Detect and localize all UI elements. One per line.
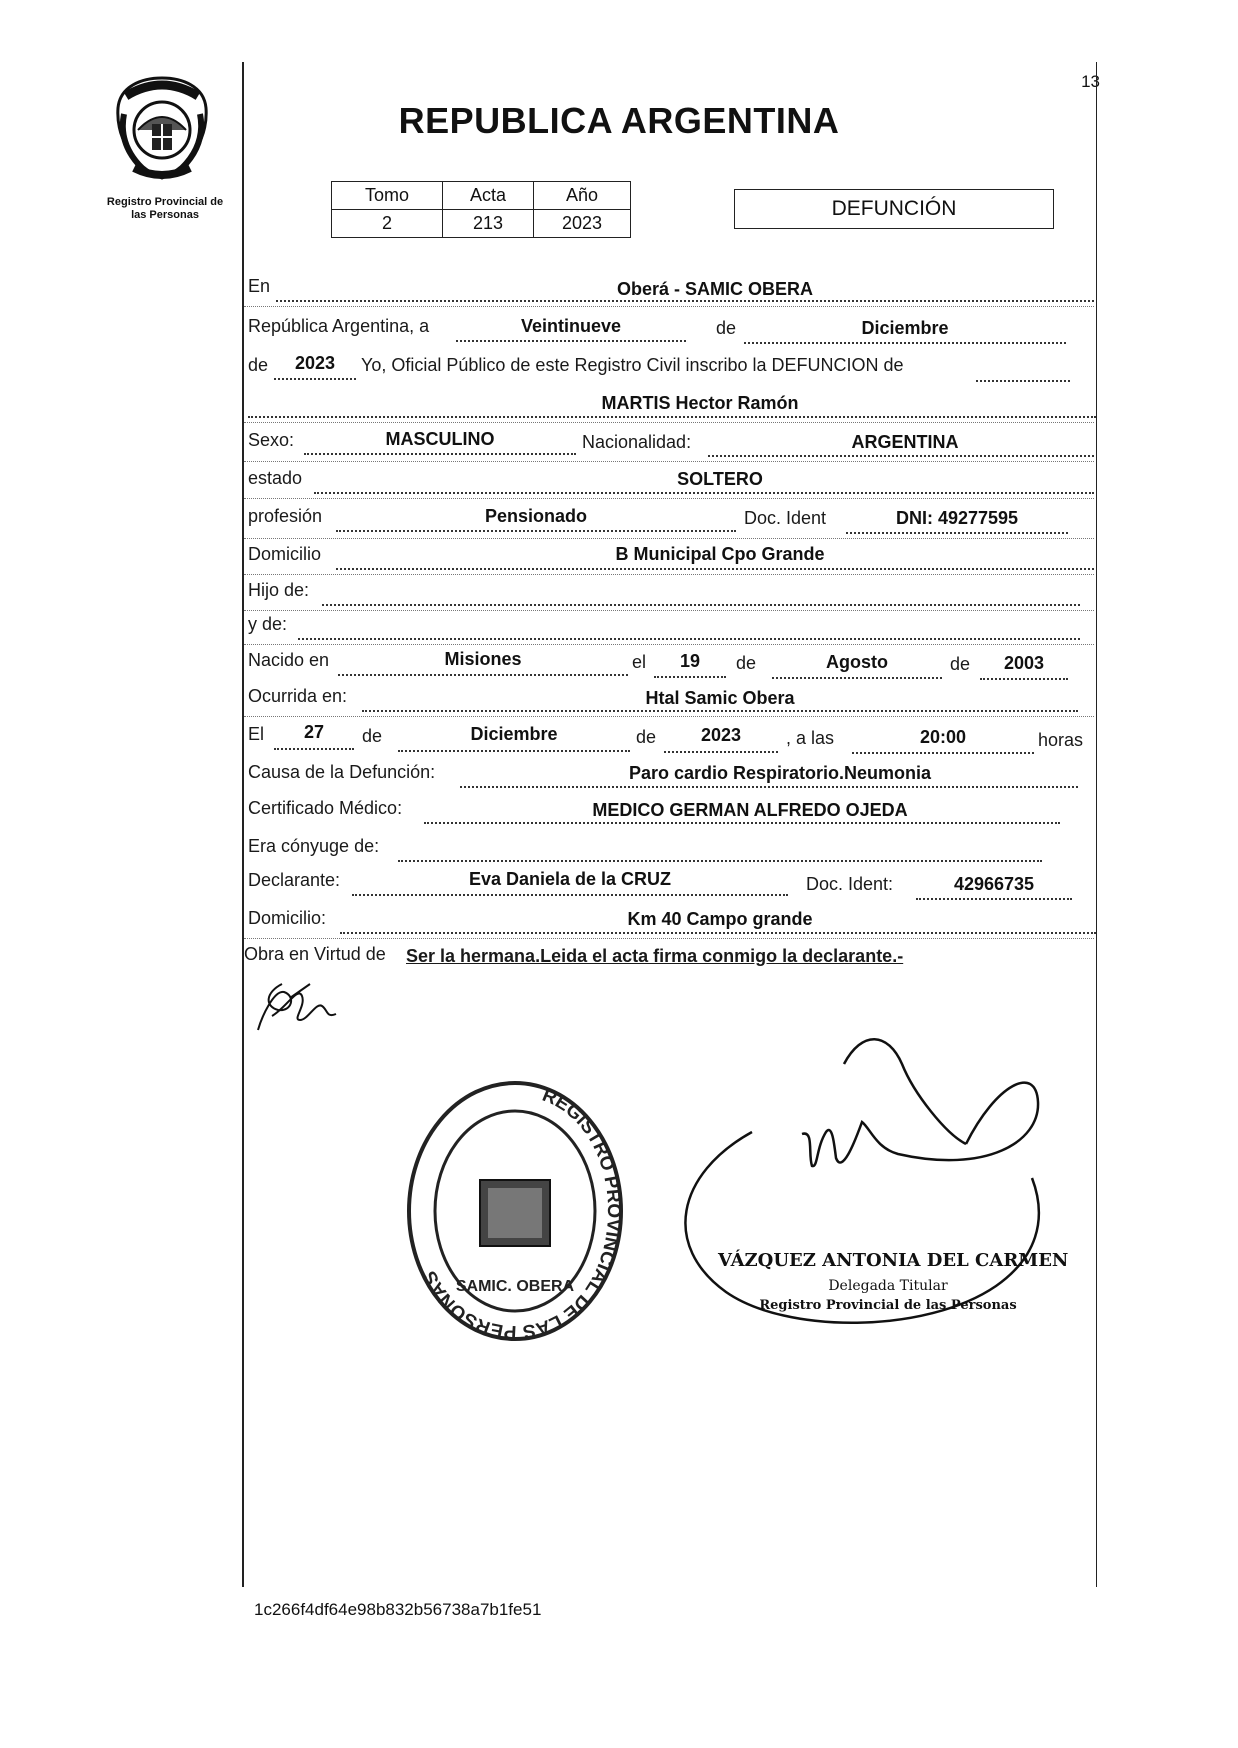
declarant-signature-icon	[252, 976, 342, 1043]
year-value: 2023	[294, 353, 336, 373]
ocurrida-value: Htal Samic Obera	[645, 688, 795, 708]
row-divider	[244, 422, 1094, 423]
row-divider	[244, 461, 1094, 462]
stamp-inner-text: SAMIC. OBERA	[455, 1278, 575, 1295]
page-number: 13	[1081, 72, 1100, 91]
obra-value: Ser la hermana.Leida el acta firma conmigo la declarante.-	[406, 946, 904, 966]
nacido-label: Nacido en	[248, 650, 330, 670]
doc2-dots	[916, 898, 1072, 900]
row-divider	[244, 610, 1094, 611]
document-hash: 1c266f4df64e98b832b56738a7b1fe51	[254, 1600, 542, 1619]
ocurrida-label: Ocurrida en:	[248, 686, 348, 706]
estado-dots	[314, 492, 1094, 494]
sexo-value: MASCULINO	[385, 429, 495, 449]
death-month-dots	[398, 750, 630, 752]
day-dots	[456, 340, 686, 342]
obra-label: Obra en Virtud de	[244, 944, 386, 964]
en-label: En	[248, 276, 271, 296]
official-dots	[976, 380, 1070, 382]
de-label: de	[716, 318, 737, 338]
y-de-dots	[298, 638, 1080, 640]
death-month-value: Diciembre	[470, 724, 558, 744]
day-words-value: Veintinueve	[520, 316, 622, 336]
birth-month-dots	[772, 677, 942, 679]
hijo-label: Hijo de:	[248, 580, 310, 600]
right-margin-line	[1096, 62, 1097, 1587]
de3-label: de	[736, 653, 757, 673]
el2-label: El	[248, 724, 265, 744]
nacionalidad-label: Nacionalidad:	[582, 432, 692, 452]
row-divider	[244, 498, 1094, 499]
doc-value: DNI: 49277595	[895, 508, 1019, 528]
row-divider	[244, 938, 1094, 939]
conyuge-dots	[398, 860, 1042, 862]
nacido-dots	[338, 674, 628, 676]
profesion-value: Pensionado	[484, 506, 587, 526]
birth-day-value: 19	[679, 651, 701, 671]
row-divider	[244, 716, 1094, 717]
acta-value: 213	[443, 210, 534, 238]
sexo-label: Sexo:	[248, 430, 295, 450]
causa-label: Causa de la Defunción:	[248, 762, 436, 782]
conyuge-label: Era cónyuge de:	[248, 836, 380, 856]
registry-caption-line1: Registro Provincial de	[106, 196, 224, 208]
ocurrida-dots	[362, 710, 1078, 712]
death-time-value: 20:00	[919, 727, 967, 747]
document-type-box: DEFUNCIÓN	[734, 189, 1054, 229]
el-label: el	[632, 652, 647, 672]
death-time-dots	[852, 752, 1034, 754]
row-divider	[244, 538, 1094, 539]
de6-label: de	[636, 727, 657, 747]
a-las-label: , a las	[786, 728, 835, 748]
domicilio2-value: Km 40 Campo grande	[627, 909, 813, 929]
de4-label: de	[950, 654, 971, 674]
estado-label: estado	[248, 468, 303, 488]
deceased-name-value: MARTIS Hector Ramón	[601, 393, 799, 413]
profesion-label: profesión	[248, 506, 323, 526]
birth-year-dots	[980, 678, 1068, 680]
register-table	[331, 181, 631, 238]
y-de-label: y de:	[248, 614, 288, 634]
official-stamp	[402, 1076, 628, 1351]
hijo-dots	[322, 604, 1080, 606]
tomo-value: 2	[332, 210, 443, 238]
row-divider	[244, 644, 1094, 645]
doc2-label: Doc. Ident:	[806, 874, 894, 894]
month-value: Diciembre	[861, 318, 949, 338]
death-year-value: 2023	[700, 725, 742, 745]
de2-label: de	[248, 355, 269, 375]
domicilio2-label: Domicilio:	[248, 908, 327, 928]
birth-month-value: Agosto	[826, 652, 888, 672]
year-dots	[274, 378, 356, 380]
birth-year-value: 2003	[1003, 653, 1045, 673]
nacionalidad-dots	[708, 455, 1094, 457]
signature-role: Delegada Titular	[828, 1278, 948, 1294]
row-divider	[244, 306, 1094, 307]
tomo-label: Tomo	[332, 182, 443, 210]
registry-caption	[85, 196, 245, 222]
doc2-value: 42966735	[953, 874, 1035, 894]
profesion-dots	[336, 530, 736, 532]
domicilio2-dots	[340, 932, 1096, 934]
causa-dots	[460, 786, 1078, 788]
domicilio-label: Domicilio	[248, 544, 322, 564]
anio-label: Año	[534, 182, 631, 210]
declarante-label: Declarante:	[248, 870, 341, 890]
en-dots	[276, 300, 1094, 302]
row-divider	[244, 574, 1094, 575]
acta-label: Acta	[443, 182, 534, 210]
stamp-ring-text: REGISTRO PROVINCIAL DE LAS PERSONAS	[419, 1084, 625, 1343]
document-title: REPUBLICA ARGENTINA	[398, 100, 840, 141]
nacido-en-value: Misiones	[444, 649, 522, 669]
doc-dots	[846, 532, 1068, 534]
certificado-value: MEDICO GERMAN ALFREDO OJEDA	[592, 800, 908, 820]
doc-label: Doc. Ident	[744, 508, 827, 528]
signature-name: VÁZQUEZ ANTONIA DEL CARMEN	[718, 1250, 1069, 1271]
death-year-dots	[664, 751, 778, 753]
registry-caption-line2: las Personas	[131, 209, 199, 221]
certificado-label: Certificado Médico:	[248, 798, 403, 818]
domicilio-value: B Municipal Cpo Grande	[615, 544, 825, 564]
domicilio-dots	[336, 568, 1094, 570]
certificado-dots	[424, 822, 1060, 824]
sexo-dots	[304, 453, 576, 455]
death-day-dots	[274, 748, 354, 750]
anio-value: 2023	[534, 210, 631, 238]
death-day-value: 27	[303, 722, 325, 742]
declarante-dots	[352, 894, 788, 896]
name-dots	[248, 416, 1096, 418]
nacionalidad-value: ARGENTINA	[851, 432, 959, 452]
birth-day-dots	[654, 676, 726, 678]
de5-label: de	[362, 726, 383, 746]
declarante-value: Eva Daniela de la CRUZ	[468, 869, 672, 889]
signature-office: Registro Provincial de las Personas	[759, 1298, 1017, 1313]
republica-label: República Argentina, a	[248, 316, 430, 336]
official-text: Yo, Oficial Público de este Registro Civil inscribo la DEFUNCION de	[361, 355, 904, 375]
horas-label: horas	[1038, 730, 1084, 750]
month-dots	[744, 342, 1066, 344]
estado-value: SOLTERO	[677, 469, 763, 489]
causa-value: Paro cardio Respiratorio.Neumonia	[628, 763, 932, 783]
place-value: Oberá - SAMIC OBERA	[616, 279, 814, 299]
left-margin-line	[242, 62, 244, 1587]
